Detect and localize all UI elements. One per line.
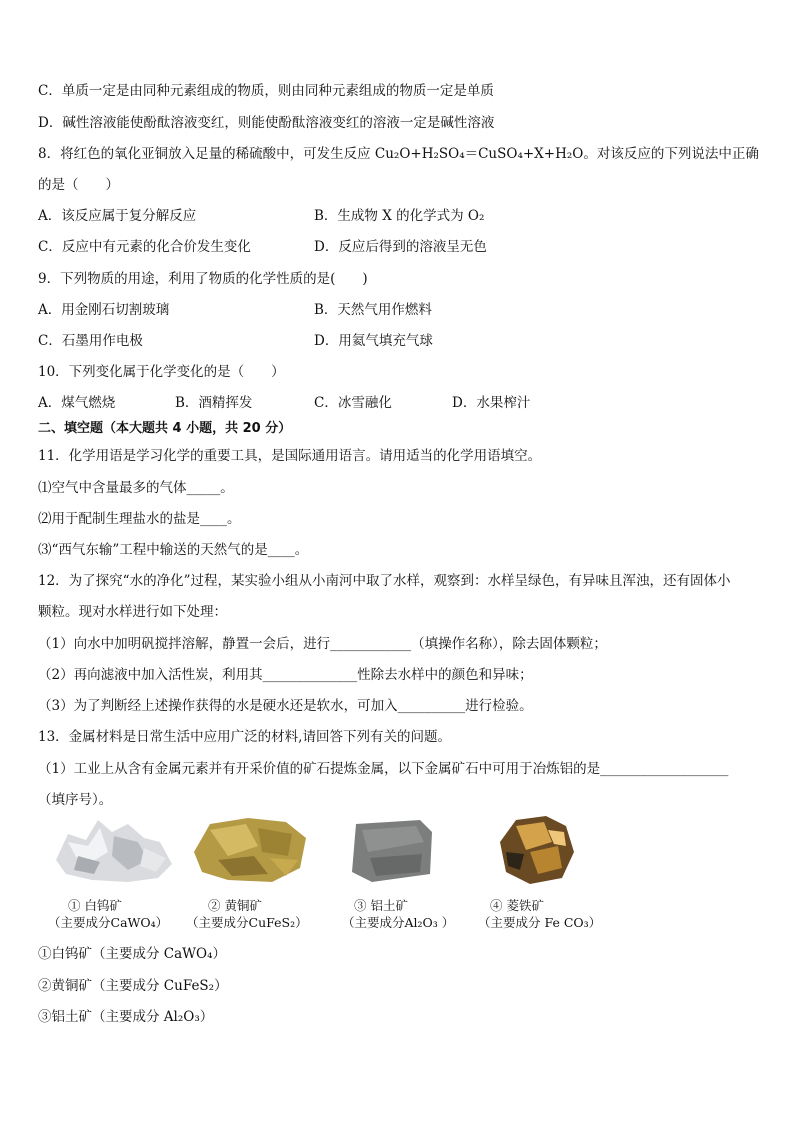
ore-1-name: ① 白钨矿 [68,898,122,913]
q13-part-1: （1）工业上从含有金属元素并有开采价值的矿石提炼金属，以下金属矿石中可用于冶炼铝的是___________________ [38,761,729,777]
q9-option-b: B．天然气用作燃料 [314,302,432,318]
ore-3-name: ③ 铝土矿 [354,898,408,913]
q9-option-c: C．石墨用作电极 [38,333,143,349]
question-9-stem: 9．下列物质的用途，利用了物质的化学性质的是( ) [38,271,368,287]
section-2-heading: 二、填空题（本大题共 4 小题，共 20 分） [38,421,292,436]
option-c-line: C．单质一定是由同种元素组成的物质，则由同种元素组成的物质一定是单质 [38,83,494,99]
q8-option-c: C．反应中有元素的化合价发生变化 [38,239,251,255]
ore-3-composition: （主要成分Al₂O₃ ） [342,915,455,930]
q12-part-2: （2）再向滤液中加入活性炭，利用其______________性除去水样中的颜色和异味； [38,667,533,683]
q9-option-d: D．用氦气填充气球 [314,333,433,349]
option-d-line: D．碱性溶液能使酚酞溶液变红，则能使酚酞溶液变红的溶液一定是碱性溶液 [38,115,495,131]
q11-part-2: ⑵用于配制生理盐水的盐是____。 [38,511,241,527]
q10-option-a: A．煤气燃烧 [38,395,116,411]
ore-4-name: ④ 菱铁矿 [490,898,544,913]
q8-option-a: A．该反应属于复分解反应 [38,208,197,224]
q10-option-c: C．冰雪融化 [314,395,392,411]
q10-option-b: B．酒精挥发 [175,395,253,411]
siderite-ore-image [486,812,616,887]
q9-option-a: A．用金刚石切割玻璃 [38,302,170,318]
q12-part-1: （1）向水中加明矾搅拌溶解，静置一会后，进行____________（填操作名称），除去固体颗粒； [38,636,607,652]
q8-option-d: D．反应后得到的溶液呈无色 [314,239,487,255]
white-tungsten-ore-image [48,812,178,887]
question-8-stem: 8．将红色的氧化亚铜放入足量的稀硫酸中，可发生反应 Cu₂O+H₂SO₄＝CuSO₄+X+H₂O。对该反应的下列说法中正确 [38,146,759,162]
q8-option-b: B．生成物 X 的化学式为 O₂ [314,208,485,224]
q10-option-d: D．水果榨汁 [452,395,531,411]
question-11-stem: 11．化学用语是学习化学的重要工具，是国际通用语言。请用适当的化学用语填空。 [38,448,542,464]
question-12-stem: 12．为了探究“水的净化”过程，某实验小组从小南河中取了水样，观察到：水样呈绿色，有异味且浑浊，还有固体小 [38,573,731,589]
question-8-stem-cont: 的是（ ） [38,177,119,193]
choice-1-line: ①白钨矿（主要成分 CaWO₄） [38,946,227,962]
question-10-stem: 10．下列变化属于化学变化的是（ ） [38,364,285,380]
ore-1-composition: （主要成分CaWO₄） [48,915,169,930]
choice-2-line: ②黄铜矿（主要成分 CuFeS₂） [38,978,228,994]
chalcopyrite-ore-image [188,812,318,887]
ore-2-composition: （主要成分CuFeS₂） [186,915,308,930]
ore-2-name: ② 黄铜矿 [208,898,262,913]
question-12-stem-cont: 颗粒。现对水样进行如下处理： [38,604,227,620]
question-13-stem: 13．金属材料是日常生活中应用广泛的材料,请回答下列有关的问题。 [38,729,451,745]
q11-part-1: ⑴空气中含量最多的气体_____。 [38,480,234,496]
q12-part-3: （3）为了判断经上述操作获得的水是硬水还是软水，可加入__________进行检验。 [38,698,533,714]
bauxite-ore-image [342,812,472,887]
q13-part-1-cont: （填序号）。 [38,792,113,808]
choice-3-line: ③铝土矿（主要成分 Al₂O₃） [38,1009,214,1025]
q11-part-3: ⑶“西气东输”工程中输送的天然气的是____。 [38,542,309,558]
ore-4-composition: （主要成分 Fe CO₃） [478,915,602,930]
